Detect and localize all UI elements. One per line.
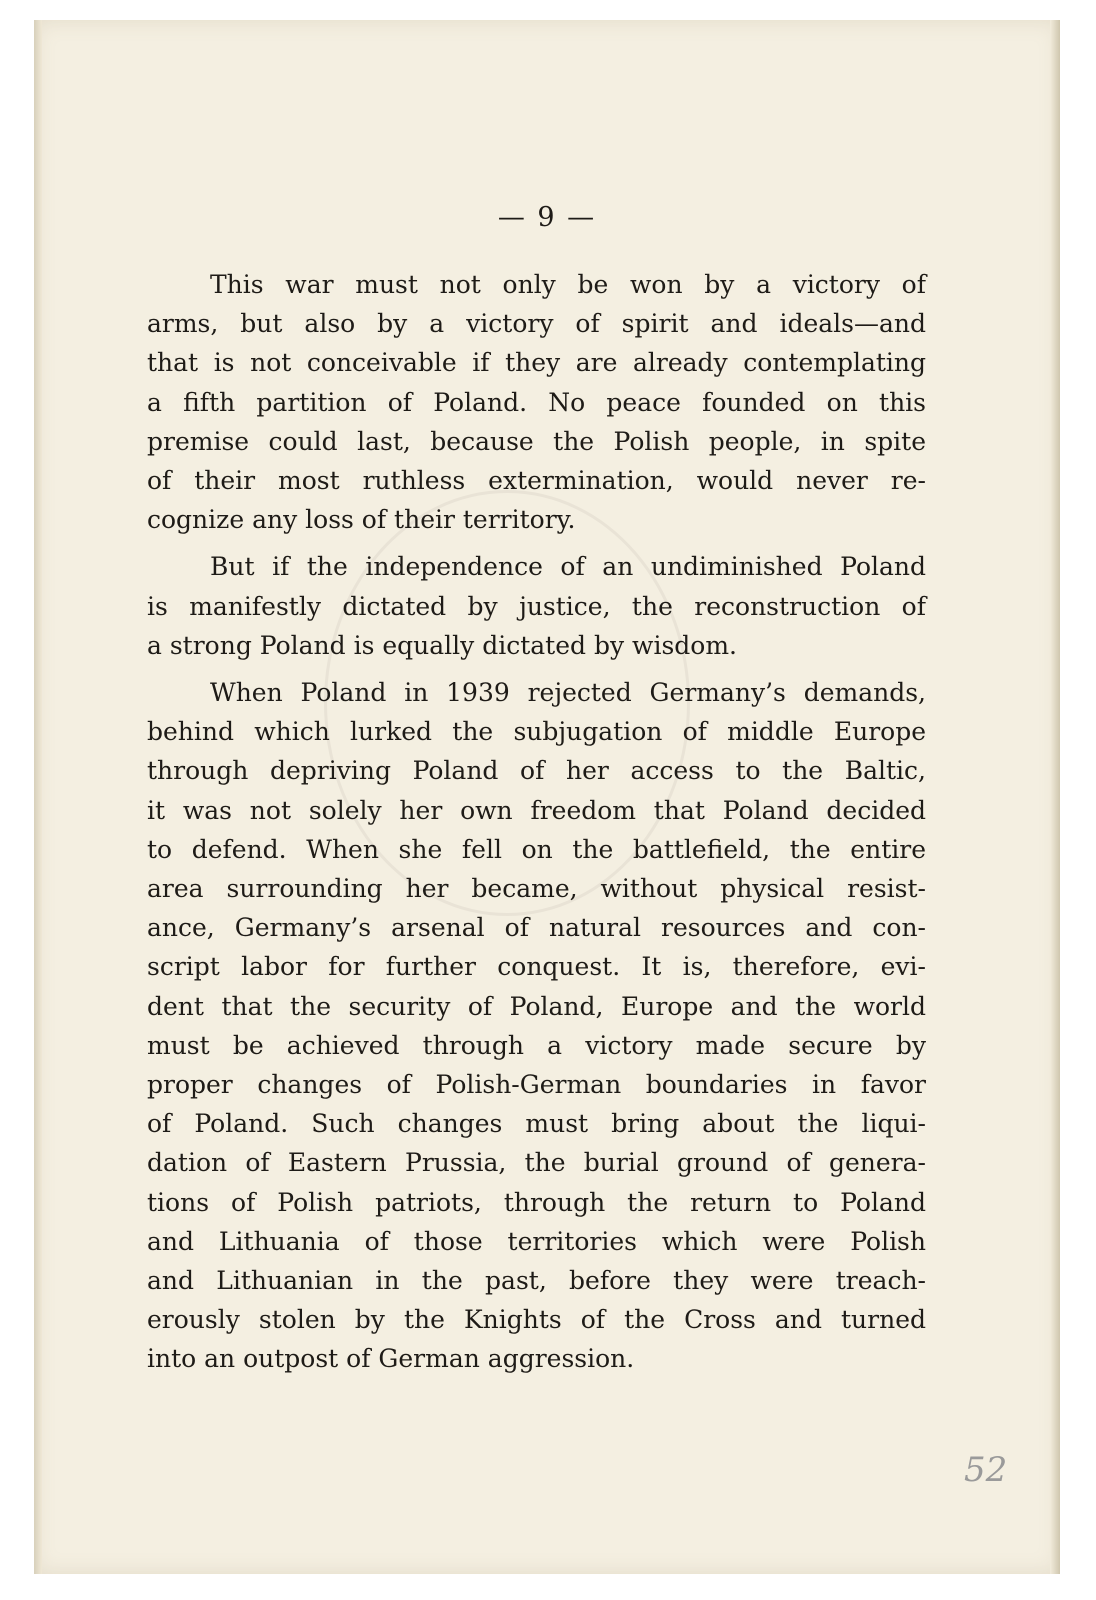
text-line: script labor for further conquest. It is, therefore, evi- xyxy=(147,952,926,982)
text-line: is manifestly dictated by justice, the reconstruction of xyxy=(147,591,926,621)
text-line: a fifth partition of Poland. No peace founded on this xyxy=(147,387,926,417)
text-line: arms, but also by a victory of spirit and ideals—and xyxy=(147,309,926,339)
text-line: proper changes of Polish-German boundaries in favor xyxy=(147,1070,926,1100)
text-line: of their most ruthless extermination, would never re- xyxy=(147,466,926,496)
page-outer-edge xyxy=(1050,20,1060,1574)
page-binding-edge xyxy=(34,20,42,1574)
text-line: into an outpost of German aggression. xyxy=(147,1344,635,1374)
text-line: But if the independence of an undiminished Poland xyxy=(210,552,926,582)
paragraph-2 xyxy=(147,547,926,665)
text-line: erously stolen by the Knights of the Cross and turned xyxy=(147,1305,926,1335)
text-line: dation of Eastern Prussia, the burial ground of genera- xyxy=(147,1148,926,1178)
archive-page-number: 52 xyxy=(964,1450,1008,1490)
paragraph-3 xyxy=(147,673,926,1379)
text-line: it was not solely her own freedom that Poland decided xyxy=(147,795,926,825)
text-line: When Poland in 1939 rejected Germany’s demands, xyxy=(210,678,926,708)
text-line: and Lithuania of those territories which were Polish xyxy=(147,1226,926,1256)
text-line: ance, Germany’s arsenal of natural resources and con- xyxy=(147,913,926,943)
text-line: cognize any loss of their territory. xyxy=(147,505,576,535)
text-line: tions of Polish patriots, through the return to Poland xyxy=(147,1187,926,1217)
text-line: that is not conceivable if they are already contemplating xyxy=(147,348,926,378)
text-line: to defend. When she fell on the battlefield, the entire xyxy=(147,834,926,864)
body-text xyxy=(147,265,926,1387)
text-line: behind which lurked the subjugation of middle Europe xyxy=(147,717,926,747)
text-line: area surrounding her became, without physical resist- xyxy=(147,874,926,904)
paragraph-1 xyxy=(147,265,926,539)
text-line: must be achieved through a victory made secure by xyxy=(147,1030,926,1060)
text-line: a strong Poland is equally dictated by wisdom. xyxy=(147,630,737,660)
page-number: — 9 — xyxy=(497,202,597,233)
text-line: This war must not only be won by a victory of xyxy=(210,270,926,299)
text-line: and Lithuanian in the past, before they were treach- xyxy=(147,1266,926,1296)
text-line: premise could last, because the Polish people, in spite xyxy=(147,426,926,456)
text-line: dent that the security of Poland, Europe and the world xyxy=(147,991,926,1021)
paper-sheet xyxy=(34,20,1060,1574)
text-line: through depriving Poland of her access to the Baltic, xyxy=(147,756,926,786)
text-line: of Poland. Such changes must bring about the liqui- xyxy=(147,1109,926,1139)
